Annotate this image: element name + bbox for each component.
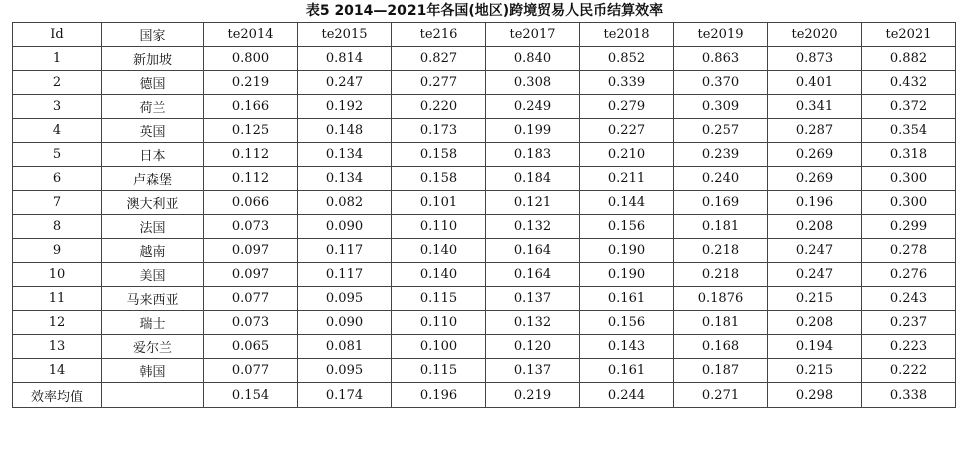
- row-value: 0.120: [486, 335, 580, 359]
- row-value: 0.140: [392, 263, 486, 287]
- row-value: 0.161: [580, 359, 674, 383]
- row-value: 0.132: [486, 215, 580, 239]
- average-value: 0.154: [204, 383, 298, 408]
- row-value: 0.181: [674, 215, 768, 239]
- row-value: 0.863: [674, 47, 768, 71]
- row-value: 0.287: [768, 119, 862, 143]
- row-value: 0.112: [204, 167, 298, 191]
- row-value: 0.219: [204, 71, 298, 95]
- row-value: 0.196: [768, 191, 862, 215]
- row-id: 2: [13, 71, 102, 95]
- average-value: 0.174: [298, 383, 392, 408]
- row-value: 0.140: [392, 239, 486, 263]
- row-value: 0.184: [486, 167, 580, 191]
- header-year: te2014: [204, 23, 298, 47]
- row-value: 0.215: [768, 287, 862, 311]
- row-value: 0.183: [486, 143, 580, 167]
- average-value: 0.298: [768, 383, 862, 408]
- average-value: 0.219: [486, 383, 580, 408]
- row-value: 0.077: [204, 287, 298, 311]
- row-value: 0.164: [486, 239, 580, 263]
- row-value: 0.210: [580, 143, 674, 167]
- row-value: 0.137: [486, 287, 580, 311]
- row-id: 8: [13, 215, 102, 239]
- row-value: 0.277: [392, 71, 486, 95]
- row-value: 0.115: [392, 359, 486, 383]
- row-value: 0.309: [674, 95, 768, 119]
- row-value: 0.169: [674, 191, 768, 215]
- row-value: 0.081: [298, 335, 392, 359]
- table-row: [13, 263, 956, 287]
- row-id: 9: [13, 239, 102, 263]
- average-label: 效率均值: [13, 383, 102, 408]
- table-row: [13, 311, 956, 335]
- row-value: 0.168: [674, 335, 768, 359]
- row-value: 0.341: [768, 95, 862, 119]
- row-value: 0.073: [204, 215, 298, 239]
- table-row: [13, 47, 956, 71]
- table-row: [13, 119, 956, 143]
- row-value: 0.121: [486, 191, 580, 215]
- row-value: 0.243: [862, 287, 956, 311]
- row-value: 0.211: [580, 167, 674, 191]
- row-value: 0.222: [862, 359, 956, 383]
- row-value: 0.164: [486, 263, 580, 287]
- header-row: [13, 23, 956, 47]
- header-year: te2018: [580, 23, 674, 47]
- row-id: 4: [13, 119, 102, 143]
- row-value: 0.220: [392, 95, 486, 119]
- row-value: 0.073: [204, 311, 298, 335]
- row-value: 0.257: [674, 119, 768, 143]
- row-value: 0.158: [392, 143, 486, 167]
- row-id: 10: [13, 263, 102, 287]
- row-value: 0.097: [204, 239, 298, 263]
- row-value: 0.158: [392, 167, 486, 191]
- row-id: 11: [13, 287, 102, 311]
- row-country: 爱尔兰: [102, 335, 204, 359]
- row-value: 0.112: [204, 143, 298, 167]
- row-value: 0.1876: [674, 287, 768, 311]
- row-value: 0.137: [486, 359, 580, 383]
- header-year: te2020: [768, 23, 862, 47]
- row-value: 0.065: [204, 335, 298, 359]
- row-value: 0.134: [298, 167, 392, 191]
- row-country: 英国: [102, 119, 204, 143]
- row-value: 0.117: [298, 239, 392, 263]
- row-value: 0.134: [298, 143, 392, 167]
- row-value: 0.110: [392, 311, 486, 335]
- row-value: 0.110: [392, 215, 486, 239]
- row-value: 0.144: [580, 191, 674, 215]
- row-value: 0.339: [580, 71, 674, 95]
- row-value: 0.082: [298, 191, 392, 215]
- row-value: 0.240: [674, 167, 768, 191]
- row-value: 0.090: [298, 311, 392, 335]
- row-id: 5: [13, 143, 102, 167]
- row-value: 0.090: [298, 215, 392, 239]
- row-value: 0.125: [204, 119, 298, 143]
- table-row: [13, 287, 956, 311]
- row-value: 0.873: [768, 47, 862, 71]
- row-value: 0.372: [862, 95, 956, 119]
- row-value: 0.161: [580, 287, 674, 311]
- table-row: [13, 359, 956, 383]
- row-country: 法国: [102, 215, 204, 239]
- efficiency-table: [12, 22, 956, 408]
- row-value: 0.173: [392, 119, 486, 143]
- row-value: 0.354: [862, 119, 956, 143]
- row-value: 0.308: [486, 71, 580, 95]
- average-row: [13, 383, 956, 408]
- row-country: 美国: [102, 263, 204, 287]
- table-row: [13, 215, 956, 239]
- header-id: Id: [13, 23, 102, 47]
- row-value: 0.143: [580, 335, 674, 359]
- row-value: 0.095: [298, 287, 392, 311]
- row-value: 0.827: [392, 47, 486, 71]
- header-year: te216: [392, 23, 486, 47]
- average-value: 0.338: [862, 383, 956, 408]
- row-country: 日本: [102, 143, 204, 167]
- row-id: 12: [13, 311, 102, 335]
- row-value: 0.181: [674, 311, 768, 335]
- row-value: 0.218: [674, 239, 768, 263]
- table-row: [13, 71, 956, 95]
- row-value: 0.156: [580, 311, 674, 335]
- row-country: 澳大利亚: [102, 191, 204, 215]
- table-row: [13, 191, 956, 215]
- header-year: te2019: [674, 23, 768, 47]
- row-value: 0.227: [580, 119, 674, 143]
- row-value: 0.100: [392, 335, 486, 359]
- table-row: [13, 335, 956, 359]
- row-value: 0.247: [768, 239, 862, 263]
- row-country: 荷兰: [102, 95, 204, 119]
- row-value: 0.814: [298, 47, 392, 71]
- row-value: 0.840: [486, 47, 580, 71]
- row-value: 0.882: [862, 47, 956, 71]
- row-value: 0.852: [580, 47, 674, 71]
- row-value: 0.148: [298, 119, 392, 143]
- row-id: 3: [13, 95, 102, 119]
- row-value: 0.239: [674, 143, 768, 167]
- row-value: 0.249: [486, 95, 580, 119]
- row-value: 0.269: [768, 167, 862, 191]
- row-id: 14: [13, 359, 102, 383]
- row-value: 0.300: [862, 167, 956, 191]
- row-value: 0.401: [768, 71, 862, 95]
- row-value: 0.166: [204, 95, 298, 119]
- row-value: 0.194: [768, 335, 862, 359]
- average-value: 0.196: [392, 383, 486, 408]
- row-id: 1: [13, 47, 102, 71]
- header-country: 国家: [102, 23, 204, 47]
- row-value: 0.276: [862, 263, 956, 287]
- header-year: te2021: [862, 23, 956, 47]
- row-value: 0.117: [298, 263, 392, 287]
- row-value: 0.115: [392, 287, 486, 311]
- table-row: [13, 239, 956, 263]
- row-value: 0.156: [580, 215, 674, 239]
- row-country: 瑞士: [102, 311, 204, 335]
- row-value: 0.247: [298, 71, 392, 95]
- row-value: 0.208: [768, 215, 862, 239]
- row-country: 马来西亚: [102, 287, 204, 311]
- table-row: [13, 143, 956, 167]
- row-value: 0.318: [862, 143, 956, 167]
- table-row: [13, 167, 956, 191]
- row-value: 0.187: [674, 359, 768, 383]
- row-value: 0.190: [580, 239, 674, 263]
- row-value: 0.269: [768, 143, 862, 167]
- row-country: 越南: [102, 239, 204, 263]
- row-value: 0.095: [298, 359, 392, 383]
- row-value: 0.190: [580, 263, 674, 287]
- table-caption: 表5 2014—2021年各国(地区)跨境贸易人民币结算效率: [305, 3, 664, 19]
- row-value: 0.199: [486, 119, 580, 143]
- row-value: 0.278: [862, 239, 956, 263]
- row-value: 0.132: [486, 311, 580, 335]
- row-value: 0.300: [862, 191, 956, 215]
- table-row: [13, 95, 956, 119]
- row-value: 0.066: [204, 191, 298, 215]
- row-value: 0.101: [392, 191, 486, 215]
- row-value: 0.247: [768, 263, 862, 287]
- row-value: 0.279: [580, 95, 674, 119]
- average-country: [102, 383, 204, 408]
- row-value: 0.370: [674, 71, 768, 95]
- row-value: 0.208: [768, 311, 862, 335]
- row-country: 卢森堡: [102, 167, 204, 191]
- row-country: 德国: [102, 71, 204, 95]
- row-value: 0.800: [204, 47, 298, 71]
- row-value: 0.223: [862, 335, 956, 359]
- row-id: 6: [13, 167, 102, 191]
- row-value: 0.097: [204, 263, 298, 287]
- row-country: 韩国: [102, 359, 204, 383]
- average-value: 0.271: [674, 383, 768, 408]
- row-value: 0.218: [674, 263, 768, 287]
- row-value: 0.077: [204, 359, 298, 383]
- row-value: 0.192: [298, 95, 392, 119]
- row-value: 0.237: [862, 311, 956, 335]
- row-value: 0.299: [862, 215, 956, 239]
- row-country: 新加坡: [102, 47, 204, 71]
- row-value: 0.432: [862, 71, 956, 95]
- row-id: 13: [13, 335, 102, 359]
- header-year: te2015: [298, 23, 392, 47]
- average-value: 0.244: [580, 383, 674, 408]
- row-value: 0.215: [768, 359, 862, 383]
- header-year: te2017: [486, 23, 580, 47]
- row-id: 7: [13, 191, 102, 215]
